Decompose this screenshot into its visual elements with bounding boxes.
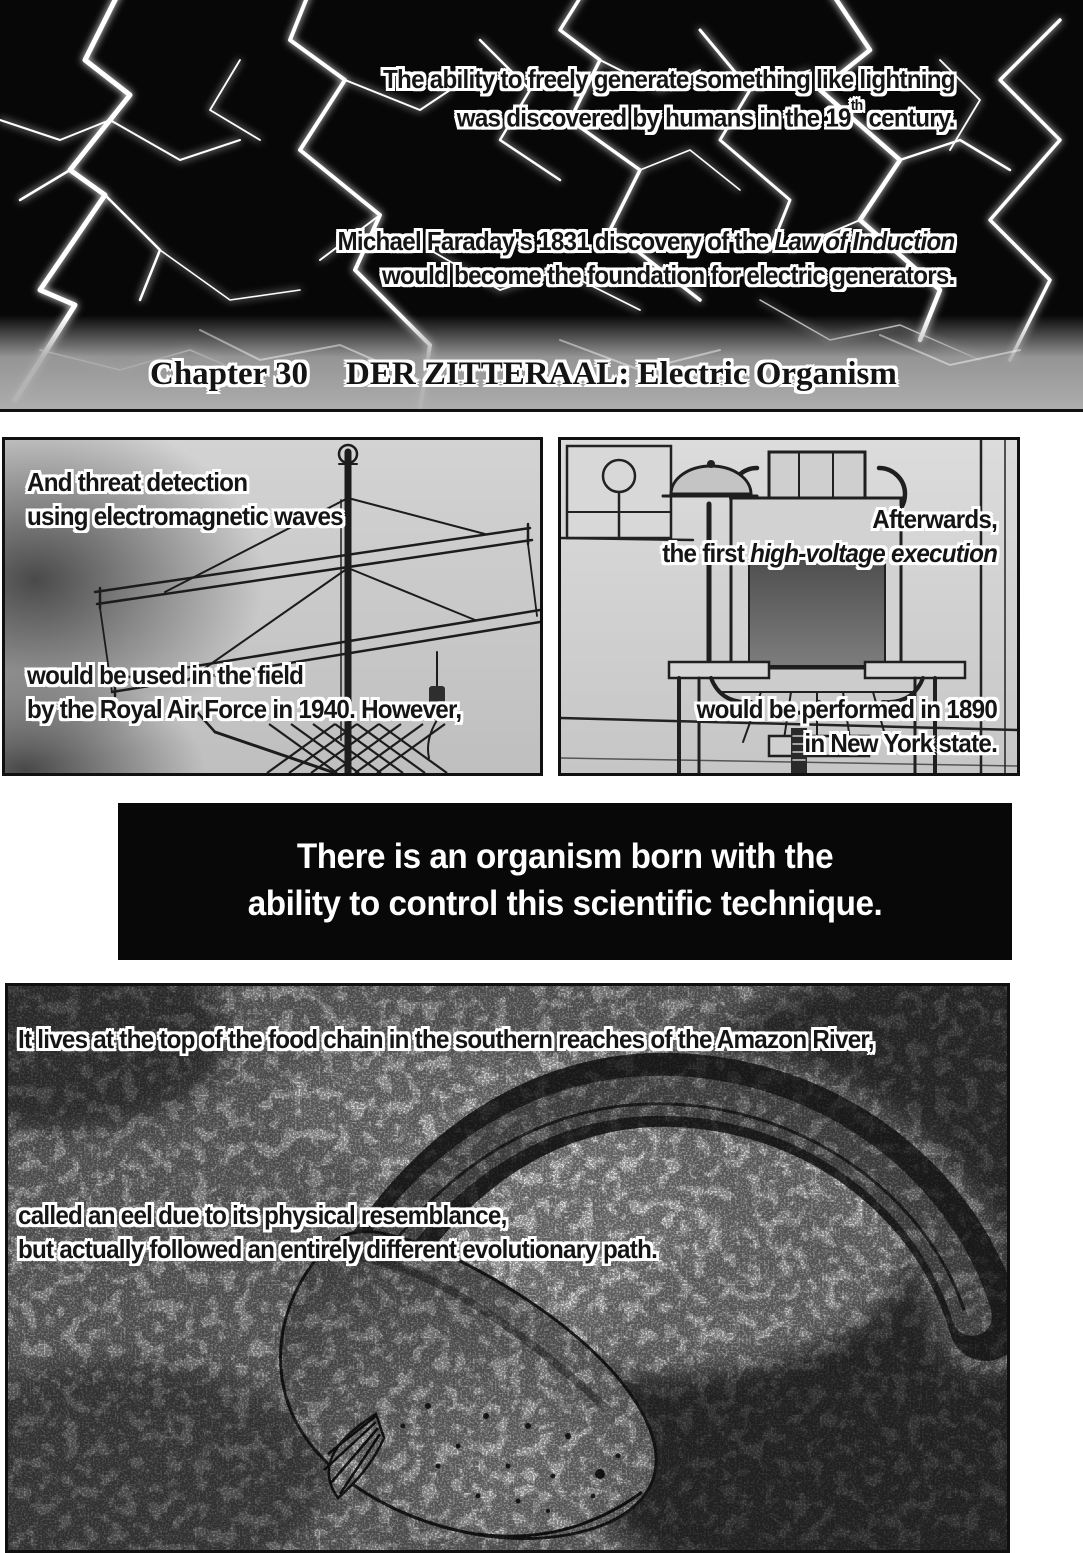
caption-line: called an eel due to its physical resemblance, — [18, 1200, 507, 1230]
panel-eel — [5, 983, 1010, 1553]
caption-line: And threat detection — [27, 467, 248, 497]
caption-line: The ability to freely generate something like lightning — [383, 64, 955, 94]
caption-line: would be used in the field — [27, 660, 304, 690]
caption-line: would become the foundation for electric generators. — [382, 260, 955, 290]
italic-high-voltage-execution: high-voltage execution — [750, 538, 997, 568]
chapter-title — [150, 356, 897, 393]
caption-line: would be performed in 1890 — [696, 694, 997, 724]
ordinal-superscript: th — [850, 96, 863, 114]
caption-lightning-discovery — [383, 62, 955, 135]
caption-eel-mid — [18, 1198, 657, 1266]
caption-chair-top — [662, 502, 997, 570]
banner-text — [140, 833, 989, 927]
caption-radar-top — [27, 465, 343, 533]
caption-line: by the Royal Air Force in 1940. However, — [27, 694, 462, 724]
caption-line: the first high-voltage execution — [662, 538, 997, 568]
chapter-name: DER ZITTERAAL: Electric Organism — [345, 356, 897, 392]
electric-eel-illustration — [8, 986, 1007, 1550]
caption-line: but actually followed an entirely different evolutionary path. — [18, 1234, 658, 1264]
caption-line: It lives at the top of the food chain in the southern reaches of the Amazon River, — [18, 1024, 874, 1054]
caption-line: using electromagnetic waves — [27, 501, 343, 531]
banner-line: ability to control this scientific technique. — [247, 884, 883, 923]
caption-chair-bottom — [697, 692, 997, 760]
caption-line: Afterwards, — [872, 504, 997, 534]
declaration-banner — [118, 803, 1012, 960]
italic-law-of-induction: Law of Induction — [774, 226, 955, 256]
caption-faraday — [338, 224, 955, 292]
caption-eel-top — [18, 1022, 874, 1056]
panel-electric-chair — [558, 437, 1020, 776]
caption-radar-bottom — [27, 658, 461, 726]
caption-line: was discovered by humans in the 19th century. — [456, 96, 955, 133]
panel-radar — [2, 437, 543, 776]
panel-lightning — [0, 0, 1083, 412]
chapter-label: Chapter 30 — [150, 356, 308, 392]
caption-line: Michael Faraday's 1831 discovery of the Law of Induction — [337, 226, 955, 256]
caption-line: in New York state. — [804, 728, 997, 758]
banner-line: There is an organism born with the — [296, 837, 834, 876]
